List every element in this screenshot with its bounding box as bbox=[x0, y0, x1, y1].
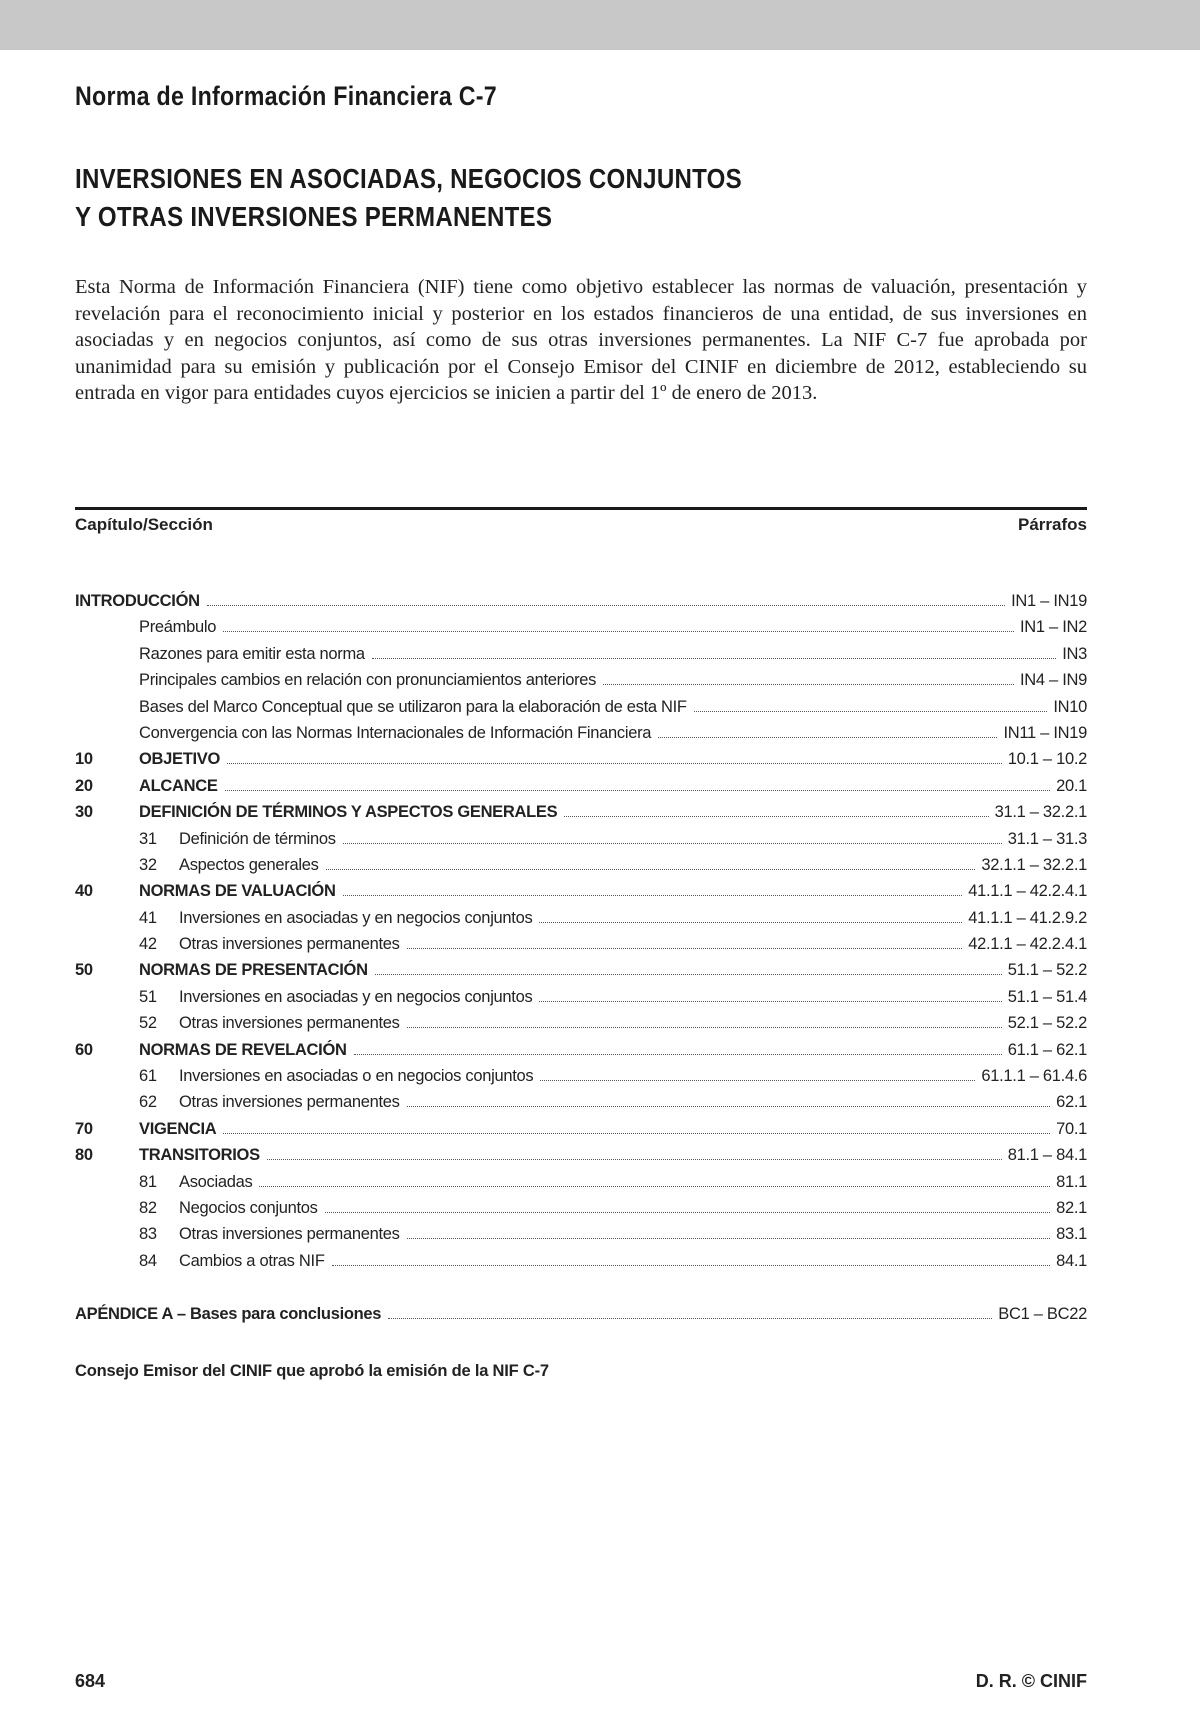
toc-row bbox=[75, 1041, 1087, 1067]
dot-leader bbox=[332, 1252, 1050, 1266]
dot-leader bbox=[267, 1146, 1002, 1160]
toc-entry-label: NORMAS DE VALUACIÓN bbox=[139, 882, 336, 901]
dot-leader bbox=[259, 1173, 1050, 1187]
toc-row bbox=[75, 1146, 1087, 1172]
toc-entry-label: Preámbulo bbox=[139, 618, 217, 637]
section-rule bbox=[75, 507, 1087, 510]
toc-entry-paragraphs: BC1 – BC22 bbox=[998, 1305, 1087, 1323]
toc-chapter-number: 60 bbox=[75, 1040, 93, 1059]
toc-entry-paragraphs: IN11 – IN19 bbox=[1003, 723, 1087, 742]
toc-section-number: 51 bbox=[139, 987, 157, 1006]
toc-chapter-number: 40 bbox=[75, 882, 93, 901]
dot-leader bbox=[407, 1225, 1051, 1239]
dot-leader bbox=[325, 1199, 1050, 1213]
toc-section-number: 62 bbox=[139, 1093, 157, 1112]
dot-leader bbox=[223, 1120, 1050, 1134]
dot-leader bbox=[354, 1041, 1002, 1055]
toc-entry-label: Principales cambios en relación con pronunciamientos anteriores bbox=[139, 671, 597, 690]
toc-section-number: 81 bbox=[139, 1172, 157, 1191]
copyright: D. R. © CINIF bbox=[975, 1671, 1087, 1691]
toc-entry-label: Definición de términos bbox=[179, 829, 336, 848]
council-note: Consejo Emisor del CINIF que aprobó la emisión de la NIF C-7 bbox=[75, 1362, 549, 1380]
toc-entry-label: Otras inversiones permanentes bbox=[179, 1014, 400, 1033]
toc-entry-label: TRANSITORIOS bbox=[139, 1146, 260, 1165]
intro-paragraph: Esta Norma de Información Financiera (NIF) tiene como objetivo establecer las normas de valuación, presentación y revelación para el reconocimiento inicial y posterior en los estados financieros de una entidad, de sus inversiones en asociadas y en negocios conjuntos, así como de sus otras inversiones permanentes. La NIF C-7 fue aprobada por unanimidad para su emisión y publicación por el Consejo Emisor del CINIF en diciembre de 2012, estableciendo su entrada en vigor para entidades cuyos ejercicios se inicien a partir del 1º de enero de 2013. bbox=[75, 276, 1087, 405]
toc-entry-label: Otras inversiones permanentes bbox=[179, 935, 400, 954]
toc-chapter-number: 80 bbox=[75, 1146, 93, 1165]
toc-row bbox=[75, 671, 1087, 697]
toc-row-appendix bbox=[75, 1305, 1087, 1331]
dot-leader bbox=[694, 698, 1048, 712]
toc-entry-label: Razones para emitir esta norma bbox=[139, 644, 365, 663]
main-title-line-2: Y OTRAS INVERSIONES PERMANENTES bbox=[75, 201, 553, 232]
toc-row bbox=[75, 1252, 1087, 1278]
toc-section-number: 61 bbox=[139, 1067, 157, 1086]
toc-chapter-number: 20 bbox=[75, 776, 93, 795]
toc-entry-label: OBJETIVO bbox=[139, 750, 221, 769]
dot-leader bbox=[225, 777, 1051, 791]
dot-leader bbox=[223, 618, 1014, 632]
toc-entry-label: Convergencia con las Normas Internacionales de Información Financiera bbox=[139, 723, 652, 742]
toc-entry-label: INTRODUCCIÓN bbox=[75, 592, 200, 610]
toc-chapter-number: 10 bbox=[75, 750, 93, 769]
toc-entry-paragraphs: IN1 – IN19 bbox=[1011, 592, 1087, 610]
dot-leader bbox=[407, 1093, 1051, 1107]
dot-leader bbox=[207, 592, 1005, 606]
toc-row bbox=[75, 882, 1087, 908]
toc-entry-paragraphs: 61.1 – 62.1 bbox=[1007, 1040, 1087, 1059]
toc-entry-label: NORMAS DE REVELACIÓN bbox=[139, 1040, 347, 1059]
toc-entry-paragraphs: 42.1.1 – 42.2.4.1 bbox=[968, 935, 1087, 954]
toc-entry-paragraphs: 70.1 bbox=[1056, 1119, 1087, 1138]
toc-entry-paragraphs: 52.1 – 52.2 bbox=[1007, 1014, 1087, 1033]
dot-leader bbox=[407, 1014, 1002, 1028]
toc-entry-paragraphs: 51.1 – 51.4 bbox=[1007, 987, 1087, 1006]
toc-entry-paragraphs: IN10 bbox=[1053, 697, 1087, 716]
toc-row bbox=[75, 750, 1087, 776]
toc-header-paragraphs: Párrafos bbox=[1018, 515, 1087, 534]
toc-entry-label: Bases del Marco Conceptual que se utilizaron para la elaboración de esta NIF bbox=[139, 697, 687, 716]
toc-entry-paragraphs: 41.1.1 – 41.2.9.2 bbox=[968, 908, 1087, 927]
toc-entry-paragraphs: IN1 – IN2 bbox=[1020, 618, 1087, 637]
toc-row bbox=[75, 698, 1087, 724]
toc-header bbox=[75, 515, 1087, 539]
dot-leader bbox=[539, 909, 962, 923]
dot-leader bbox=[343, 830, 1002, 844]
toc-entry-label: Cambios a otras NIF bbox=[179, 1251, 325, 1270]
toc-entry-paragraphs: 51.1 – 52.2 bbox=[1007, 961, 1087, 980]
toc-entry-paragraphs: 81.1 – 84.1 bbox=[1007, 1146, 1087, 1165]
table-of-contents bbox=[75, 592, 1087, 1278]
toc-entry-paragraphs: 61.1.1 – 61.4.6 bbox=[981, 1067, 1087, 1086]
toc-row bbox=[75, 830, 1087, 856]
dot-leader bbox=[375, 961, 1002, 975]
toc-entry-label: NORMAS DE PRESENTACIÓN bbox=[139, 961, 368, 980]
toc-section-number: 82 bbox=[139, 1198, 157, 1217]
toc-entry-label: Otras inversiones permanentes bbox=[179, 1225, 400, 1244]
toc-entry-paragraphs: 62.1 bbox=[1056, 1093, 1087, 1112]
toc-chapter-number: 70 bbox=[75, 1119, 93, 1138]
toc-entry-label: Negocios conjuntos bbox=[179, 1198, 318, 1217]
toc-row bbox=[75, 592, 1087, 618]
toc-row bbox=[75, 1014, 1087, 1040]
top-band bbox=[0, 0, 1200, 50]
toc-section-number: 42 bbox=[139, 935, 157, 954]
toc-row bbox=[75, 1199, 1087, 1225]
toc-entry-label: Otras inversiones permanentes bbox=[179, 1093, 400, 1112]
dot-leader bbox=[407, 935, 963, 949]
toc-appendix bbox=[75, 1305, 1087, 1331]
toc-header-chapter: Capítulo/Sección bbox=[75, 515, 213, 534]
dot-leader bbox=[603, 671, 1014, 685]
toc-section-number: 31 bbox=[139, 829, 157, 848]
toc-entry-label: VIGENCIA bbox=[139, 1119, 217, 1138]
toc-row bbox=[75, 1225, 1087, 1251]
toc-entry-label: Asociadas bbox=[179, 1172, 253, 1191]
main-title bbox=[75, 160, 742, 236]
toc-section-number: 83 bbox=[139, 1225, 157, 1244]
toc-entry-paragraphs: IN4 – IN9 bbox=[1020, 671, 1087, 690]
toc-section-number: 32 bbox=[139, 855, 157, 874]
toc-section-number: 41 bbox=[139, 908, 157, 927]
toc-entry-paragraphs: 31.1 – 32.2.1 bbox=[994, 803, 1087, 822]
toc-entry-label: Aspectos generales bbox=[179, 855, 319, 874]
toc-row bbox=[75, 1067, 1087, 1093]
toc-row bbox=[75, 803, 1087, 829]
toc-row bbox=[75, 645, 1087, 671]
toc-entry-paragraphs: 41.1.1 – 42.2.4.1 bbox=[968, 882, 1087, 901]
toc-chapter-number: 30 bbox=[75, 803, 93, 822]
dot-leader bbox=[343, 882, 963, 896]
toc-chapter-number: 50 bbox=[75, 961, 93, 980]
toc-row bbox=[75, 909, 1087, 935]
toc-row bbox=[75, 777, 1087, 803]
toc-entry-label: ALCANCE bbox=[139, 776, 218, 795]
toc-entry-paragraphs: 82.1 bbox=[1056, 1198, 1087, 1217]
toc-row bbox=[75, 856, 1087, 882]
dot-leader bbox=[227, 750, 1002, 764]
toc-row bbox=[75, 961, 1087, 987]
toc-row bbox=[75, 724, 1087, 750]
toc-entry-label: APÉNDICE A – Bases para conclusiones bbox=[75, 1305, 382, 1323]
toc-row bbox=[75, 1120, 1087, 1146]
toc-section-number: 52 bbox=[139, 1014, 157, 1033]
toc-entry-label: Inversiones en asociadas o en negocios conjuntos bbox=[179, 1067, 534, 1086]
dot-leader bbox=[326, 856, 976, 870]
toc-entry-paragraphs: 84.1 bbox=[1056, 1251, 1087, 1270]
dot-leader bbox=[564, 803, 988, 817]
toc-section-number: 84 bbox=[139, 1251, 157, 1270]
toc-entry-paragraphs: 20.1 bbox=[1056, 776, 1087, 795]
toc-entry-label: DEFINICIÓN DE TÉRMINOS Y ASPECTOS GENERALES bbox=[139, 803, 558, 822]
toc-entry-paragraphs: 31.1 – 31.3 bbox=[1007, 829, 1087, 848]
dot-leader bbox=[658, 724, 997, 738]
toc-entry-paragraphs: 32.1.1 – 32.2.1 bbox=[981, 855, 1087, 874]
toc-row bbox=[75, 1093, 1087, 1119]
dot-leader bbox=[388, 1305, 992, 1319]
main-title-line-1: INVERSIONES EN ASOCIADAS, NEGOCIOS CONJUNTOS bbox=[75, 163, 742, 194]
toc-row bbox=[75, 1173, 1087, 1199]
toc-row bbox=[75, 988, 1087, 1014]
dot-leader bbox=[539, 988, 1001, 1002]
dot-leader bbox=[372, 645, 1056, 659]
norm-title: Norma de Información Financiera C-7 bbox=[75, 81, 497, 111]
toc-entry-paragraphs: IN3 bbox=[1062, 644, 1087, 663]
toc-entry-paragraphs: 83.1 bbox=[1056, 1225, 1087, 1244]
toc-entry-paragraphs: 10.1 – 10.2 bbox=[1007, 750, 1087, 769]
dot-leader bbox=[540, 1067, 975, 1081]
toc-entry-label: Inversiones en asociadas y en negocios conjuntos bbox=[179, 987, 533, 1006]
toc-row bbox=[75, 618, 1087, 644]
toc-entry-label: Inversiones en asociadas y en negocios conjuntos bbox=[179, 908, 533, 927]
toc-row bbox=[75, 935, 1087, 961]
page-number: 684 bbox=[75, 1671, 106, 1691]
toc-entry-paragraphs: 81.1 bbox=[1056, 1172, 1087, 1191]
